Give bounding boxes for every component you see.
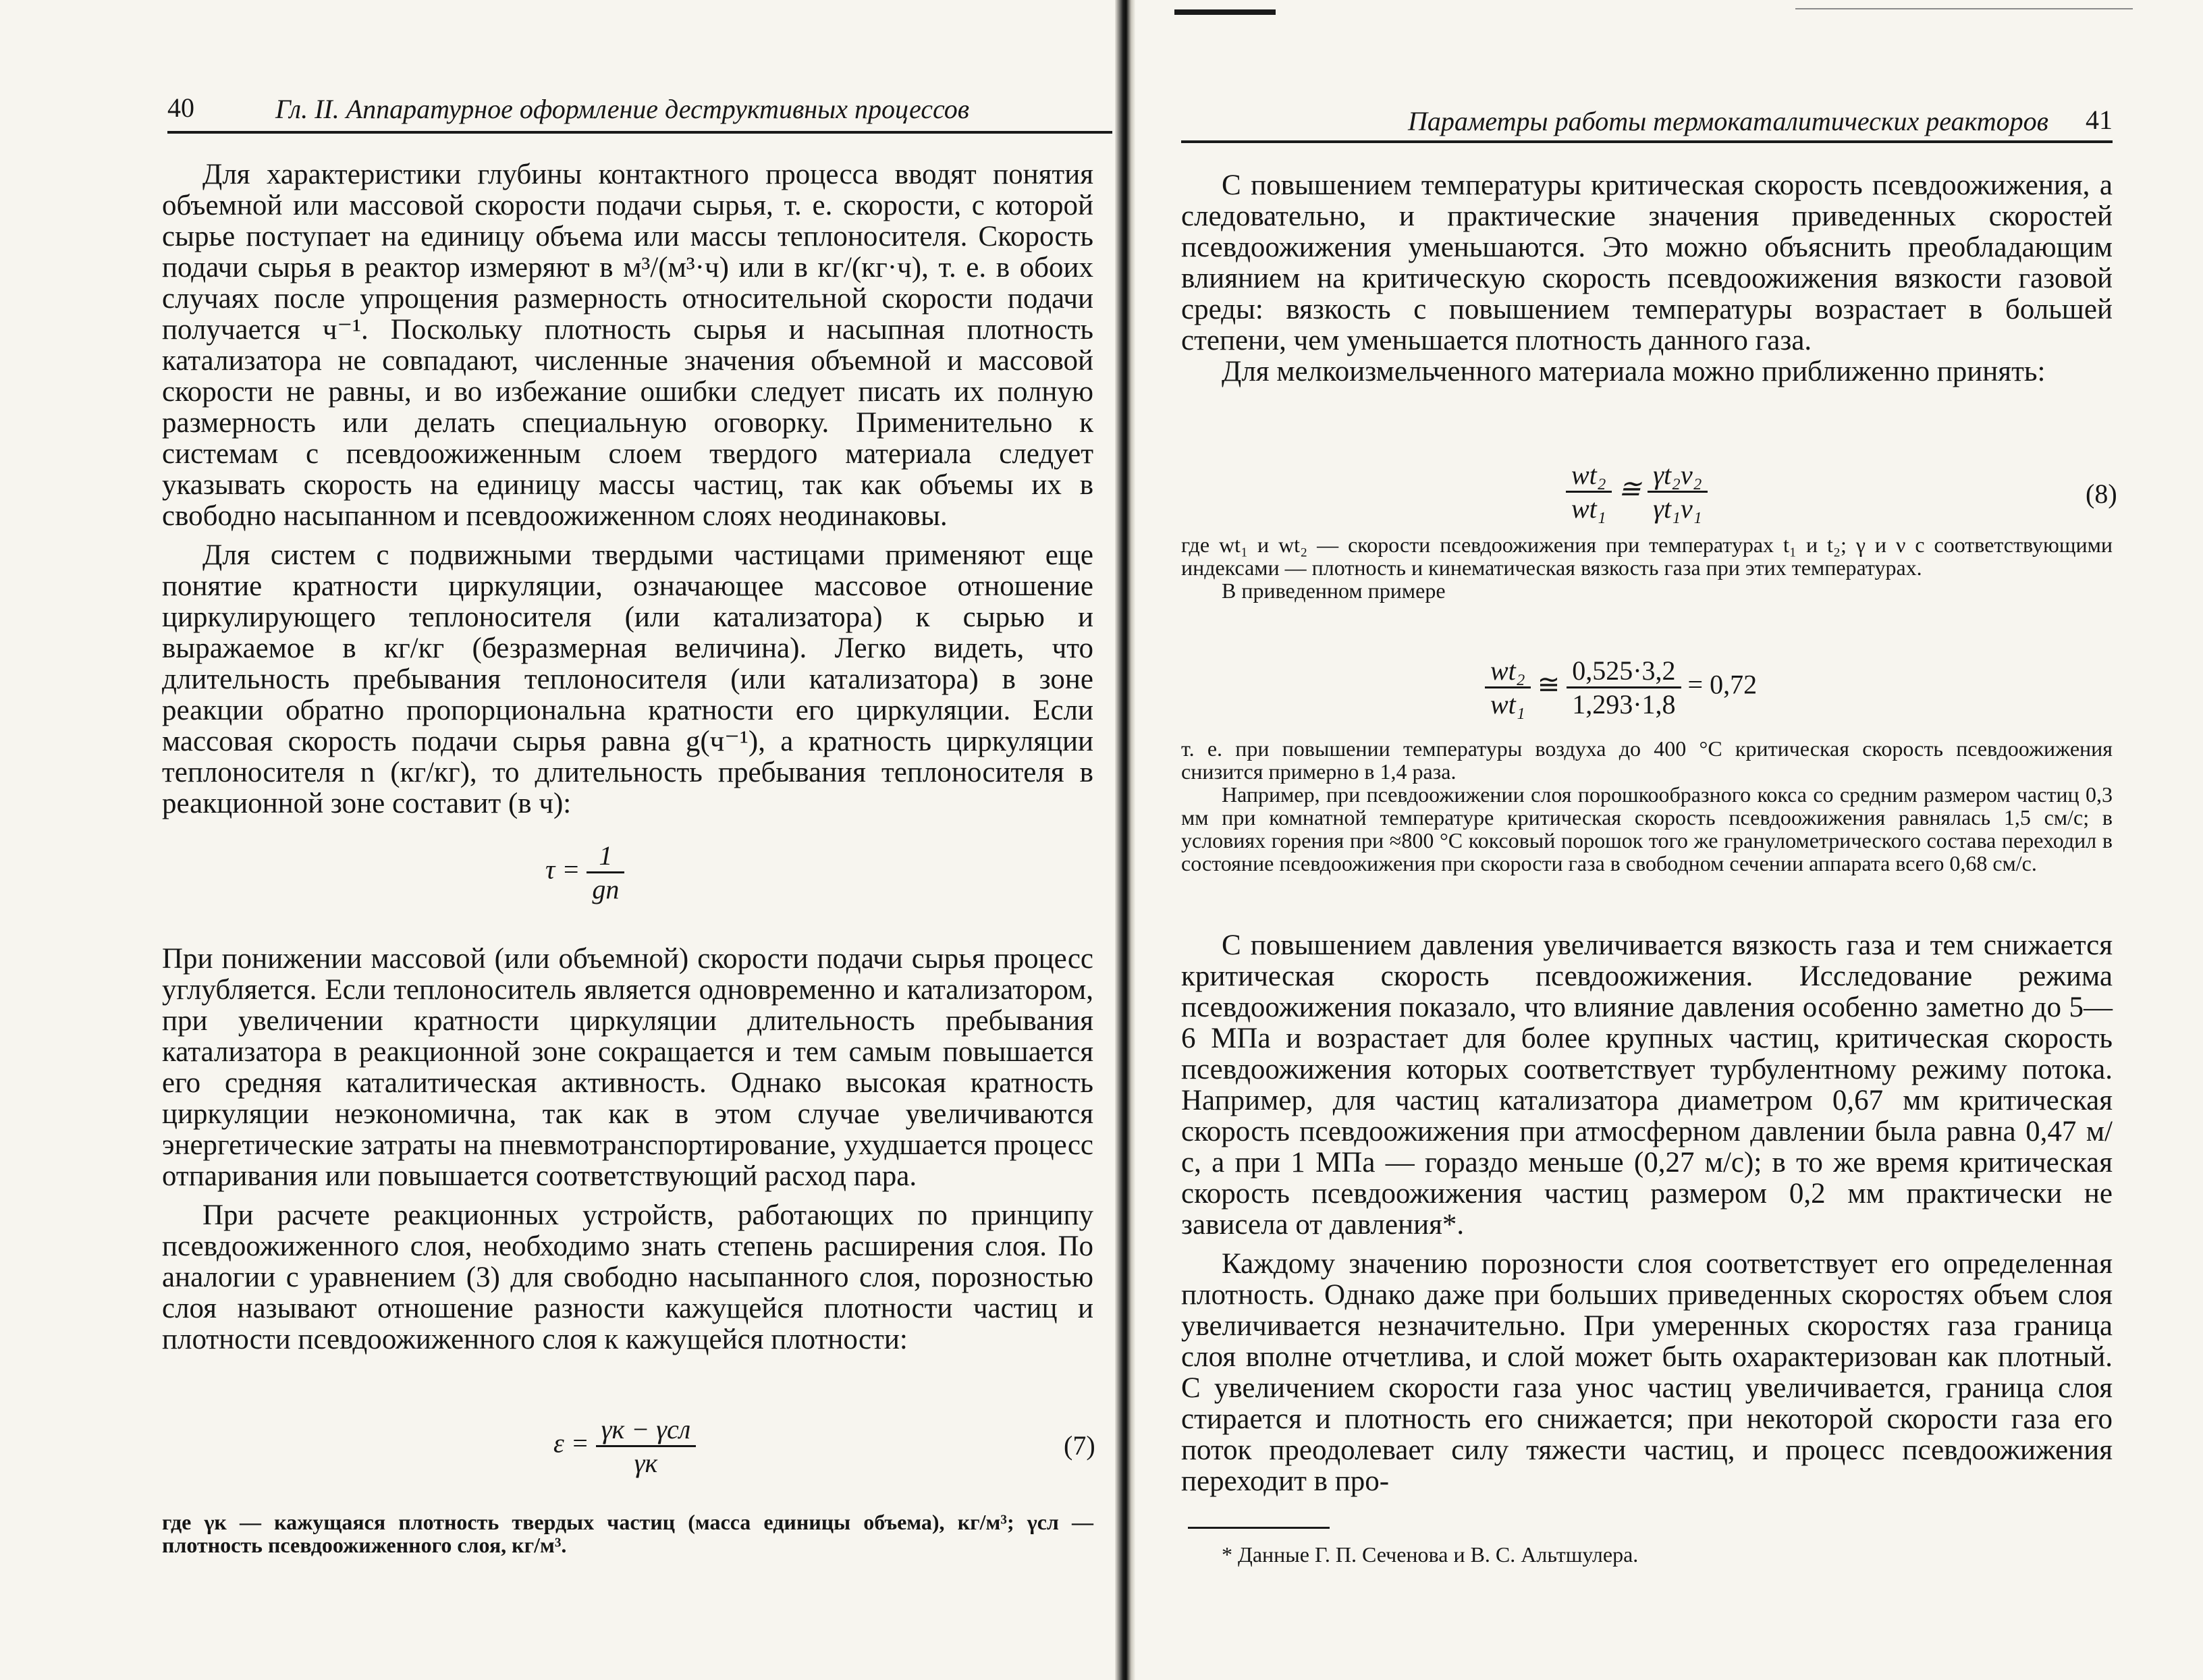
right-header-title: Параметры работы термокаталитических реакторов xyxy=(1408,106,2048,136)
right-body-block-1 xyxy=(1181,170,2113,387)
formula-8-den-right: γt₁ν₁ xyxy=(1653,493,1702,524)
formula-tau-num: 1 xyxy=(587,840,624,873)
formula-example xyxy=(1485,655,1757,720)
formula-tau xyxy=(545,840,624,905)
formula-ex-approx: ≅ xyxy=(1537,669,1560,700)
formula-ex-right-fraction xyxy=(1567,655,1681,720)
formula-tau-den: gn xyxy=(592,874,620,904)
formula-8-left-fraction xyxy=(1566,459,1612,524)
left-header-title: Гл. II. Аппаратурное оформление деструктивных процессов xyxy=(275,94,970,124)
left-paragraph-1: Для характеристики глубины контактного процесса вводят понятия объемной или массовой скорости подачи сырья, т. е. скорости, с которой сырье поступает на единицу объема или массы теплоносителя. Скорость подачи сырья в реактор измеряют в м³/(м³·ч) или в кг/(кг·ч), т. е. в обоих случаях после упрощения размерность относительной скорости подачи получается ч⁻¹. Поскольку плотность сырья и насыпная плотность катализатора не совпадают, численные значения объемной и массовой скорости не равны, и во избежание ошибки следует писать их полную размерность или делать специальную оговорку. Применительно к системам с псевдоожиженным слоем твердого материала следует указывать скорость на единицу массы частиц, так как объемы их в свободно насыпанном и псевдоожиженном слоях неодинаковы. xyxy=(162,159,1093,532)
right-where-note xyxy=(1181,533,2113,602)
formula-ex-left-fraction xyxy=(1485,655,1531,720)
example-intro: В приведенном примере xyxy=(1222,578,1446,603)
formula-8-right-fraction xyxy=(1648,459,1707,524)
left-paragraph-2: Для систем с подвижными твердыми частицами применяют еще понятие кратности циркуляции, означающее массовое отношение циркулирующего теплоносителя (или катализатора) к сырью и выражаемое в кг/кг (безразмерная величина). Легко видеть, что длительность пребывания теплоносителя (или катализатора) в зоне реакции обратно пропорциональна кратности его циркуляции. Если массовая скорость подачи сырья равна g(ч⁻¹), а кратность циркуляции теплоносителя n (кг/кг), то длительность пребывания теплоносителя в реакционной зоне составит (в ч): xyxy=(162,539,1093,819)
formula-ex-den-right: 1,293·1,8 xyxy=(1572,689,1676,720)
right-paragraph-1: С повышением температуры критическая скорость псевдоожижения, а следовательно, и практические значения приведенных скоростей псевдоожижения уменьшаются. Это можно объяснить преобладающим влиянием на критическую скорость псевдоожижения вязкости газовой среды: вязкость с повышением температуры возрастает в большей степени, чем уменьшается плотность данного газа. xyxy=(1181,169,2113,356)
formula-ex-num-right: 0,525·3,2 xyxy=(1567,655,1681,688)
footnote-text: * Данные Г. П. Сеченова и В. С. Альтшулера. xyxy=(1222,1542,1639,1567)
example-text-2: Например, при псевдоожижении слоя порошкообразного кокса со средним размером частиц 0,3 мм при комнатной температуре критическая скорость псевдоожижения равнялась 1,5 см/с; в условиях горения при ≈800 °С коксовый порошок того же гранулометрического состава переходил в состояние псевдоожижения при скорости газа в свободном сечении аппарата всего 0,68 см/с. xyxy=(1181,782,2113,875)
right-paragraph-4: Каждому значению порозности слоя соответствует его определенная плотность. Однако даже при больших приведенных скоростях объем слоя увеличивается незначительно. При умеренных скоростях газа граница слоя вполне отчетлива, и слой может быть охарактеризован как плотный. С увеличением скорости газа унос частиц увеличивается, граница слоя стирается и плотность его снижается; при некоторой скорости газа его поток преодолевает силу тяжести частиц, и процесс псевдоожижения переходит в про- xyxy=(1181,1248,2113,1497)
footnote xyxy=(1222,1543,2099,1566)
right-running-header xyxy=(1181,103,2113,143)
footnote-rule xyxy=(1188,1527,1330,1529)
formula-tau-fraction xyxy=(587,840,624,905)
formula-ex-den-left: wt₁ xyxy=(1490,689,1525,720)
equation-number-8: (8) xyxy=(2086,479,2117,509)
left-page-number: 40 xyxy=(167,92,194,123)
right-paragraph-3: С повышением давления увеличивается вязкость газа и тем снижается критическая скорость псевдоожижения. Исследование режима псевдоожижения показало, что влияние давления особенно заметно до 5—6 МПа и возрастает для более крупных частиц, критическая скорость псевдоожижения которых соответствует турбулентному режиму потока. Например, для частиц катализатора диаметром 0,67 мм критическая скорость псевдоожижения при атмосферном давлении была равна 0,47 м/с, а при 1 МПа — гораздо меньше (0,27 м/с); в то же время критическая скорость псевдоожижения частиц размером 0,2 мм практически не зависела от давления*. xyxy=(1181,929,2113,1241)
formula-8-num-left: wt₂ xyxy=(1566,459,1612,493)
right-body-block-2 xyxy=(1181,930,2113,1497)
left-paragraph-4: При расчете реакционных устройств, работающих по принципу псевдоожиженного слоя, необходимо знать степень расширения слоя. По аналогии с уравнением (3) для свободно насыпанного слоя, порозностью слоя называют отношение разности кажущейся плотности частиц и плотности псевдоожиженного слоя к кажущейся плотности: xyxy=(162,1199,1093,1355)
formula-eps-lhs: ε = xyxy=(553,1428,589,1459)
formula-eps-num: γк − γсл xyxy=(596,1413,696,1447)
left-paragraph-3: При понижении массовой (или объемной) скорости подачи сырья процесс углубляется. Если теплоноситель является одновременно и катализатором, при увеличении кратности циркуляции длительность пребывания катализатора в реакционной зоне сокращается и тем самым повышается его средняя каталитическая активность. Однако высокая кратность циркуляции неэкономична, так как в этом случае увеличиваются энергетические затраты на пневмотранспортирование, ухудшается процесс отпаривания или повышается соответствующий расход пара. xyxy=(162,943,1093,1192)
formula-ex-num-left: wt₂ xyxy=(1485,655,1531,688)
right-where-text: где wt₁ и wt₂ — скорости псевдоожижения при температурах t₁ и t₂; γ и ν с соответствующими индексами — плотность и кинематическая вязкость газа при этих температурах. xyxy=(1181,533,2113,580)
left-body-block-2 xyxy=(162,944,1093,1355)
formula-8-num-right: γt₂ν₂ xyxy=(1648,459,1707,493)
formula-8-den-left: wt₁ xyxy=(1571,493,1606,524)
example-text-1: т. е. при повышении температуры воздуха до 400 °С критическая скорость псевдоожижения снизится примерно в 1,4 раза. xyxy=(1181,736,2113,784)
left-running-header xyxy=(167,89,1112,134)
left-where-text: где γк — кажущаяся плотность твердых частиц (масса единицы объема), кг/м³; γсл — плотность псевдоожиженного слоя, кг/м³. xyxy=(162,1510,1093,1557)
formula-eps-den: γк xyxy=(634,1448,658,1478)
formula-tau-lhs: τ = xyxy=(545,854,580,885)
left-body-block-1 xyxy=(162,159,1093,819)
right-page-number: 41 xyxy=(2086,105,2113,135)
right-paragraph-2: Для мелкоизмельченного материала можно приближенно принять: xyxy=(1222,356,2046,387)
formula-ex-result: = 0,72 xyxy=(1687,669,1758,700)
formula-8 xyxy=(1566,459,1708,524)
formula-8-approx: ≅ xyxy=(1618,473,1641,504)
formula-eps-fraction xyxy=(596,1413,696,1479)
equation-number-7: (7) xyxy=(1064,1430,1095,1461)
right-page xyxy=(1147,0,2203,1680)
right-example-text xyxy=(1181,737,2113,875)
formula-epsilon xyxy=(553,1413,696,1479)
left-where-note xyxy=(162,1511,1093,1556)
